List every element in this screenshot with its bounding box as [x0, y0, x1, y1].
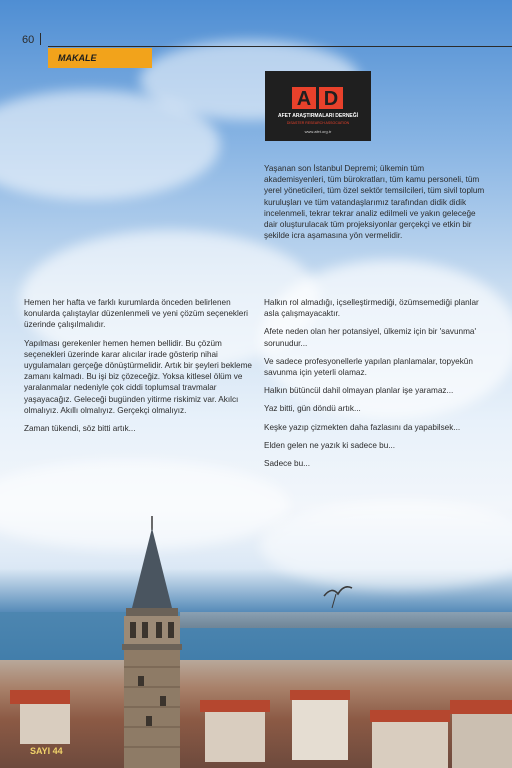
logo-url: www.afet.org.tr: [304, 129, 332, 134]
section-tag: MAKALE: [48, 48, 152, 68]
association-logo: [265, 71, 371, 141]
paragraph: Halkın bütüncül dahil olmayan planlar işe yaramaz...: [264, 386, 454, 396]
article-intro-column: [264, 163, 486, 248]
header-rule: [48, 46, 512, 47]
paragraph: Afete neden olan her potansiyel, ülkemiz için bir 'savunma' sorunudur...: [264, 327, 477, 348]
paragraph: Hemen her hafta ve farklı kurumlarda önceden belirlenen konularda çalıştaylar düzenlenmeli ve yeni çözüm seçenekleri üzerinde çalışılmalıdır.: [24, 298, 248, 330]
article-left-column: [24, 297, 252, 441]
paragraph: Keşke yazıp çizmekten daha fazlasını da yapabilsek...: [264, 422, 461, 432]
article-right-column: [264, 297, 486, 476]
roof: [370, 710, 450, 722]
logo-subtitle: DISASTER RESEARCH ASSOCIATION: [286, 121, 350, 125]
paragraph: Halkın rol almadığı, içselleştirmediği, özümsemediği planlar asla çalışmayacaktır.: [264, 298, 479, 319]
issue-label: SAYI 44: [30, 746, 63, 756]
building: [20, 704, 70, 744]
paragraph: Yaşanan son İstanbul Depremi; ülkemin tüm akademisyenleri, tüm bürokratları, tüm kamu personeli, tüm yerel yöneticileri, tüm özel sektör temsilcileri, tüm sivil toplum kuruluşları ve tüm vatandaşlarımız tarafından didik didik incelenmeli, tekrar tekrar analiz edilmeli ve yakın geleceğe dair oluşturulacak tüm projeksiyonlar gerçekçi ve etkin bir şekilde icra aşamasına yön vermelidir.: [264, 164, 485, 241]
paragraph: Zaman tükendi, söz bitti artık...: [24, 424, 136, 434]
paragraph: Yapılması gerekenler hemen hemen bellidir. Bu çözüm seçenekleri üzerinde karar alıcılar irade gösterip nihai uygulamaları gerçeğe dönüştürmelidir. Artık bir şeyleri bekleme zamanı kalmadı. Bu işi biz çözeceğiz. Yoksa kitlesel ölüm ve yaralanmalar nedeniyle çok ciddi toplumsal travmalar yaşayacağız. Geleceği bugünden yitirme riskimiz var. Akılcı olmalıyız. Akıllı olmalıyız. Gerçekçi olmalıyız.: [24, 338, 252, 415]
far-shore: [180, 612, 512, 628]
seagull: [322, 582, 354, 612]
logo-name: AFET ARAŞTIRMALARI DERNEĞİ: [277, 113, 359, 119]
ad-logo-mark: [292, 85, 344, 111]
logo-letter-d: D: [323, 88, 339, 110]
roof: [200, 700, 270, 712]
building: [292, 700, 348, 760]
galata-tower: [118, 516, 186, 768]
building: [452, 714, 512, 768]
roof: [10, 690, 70, 704]
paragraph: Sadece bu...: [264, 459, 310, 469]
building: [205, 712, 265, 762]
roof: [450, 700, 512, 714]
roof: [290, 690, 350, 700]
building: [372, 722, 448, 768]
logo-letter-a: A: [296, 88, 312, 110]
paragraph: Elden gelen ne yazık ki sadece bu...: [264, 440, 396, 450]
paragraph: Ve sadece profesyonellerle yapılan planlamalar, topyekûn savunma için yeterli olamaz.: [264, 356, 473, 378]
page-number-divider: [40, 33, 41, 45]
paragraph: Yaz bitti, gün döndü artık...: [264, 404, 361, 414]
page-number: 60: [22, 34, 35, 46]
